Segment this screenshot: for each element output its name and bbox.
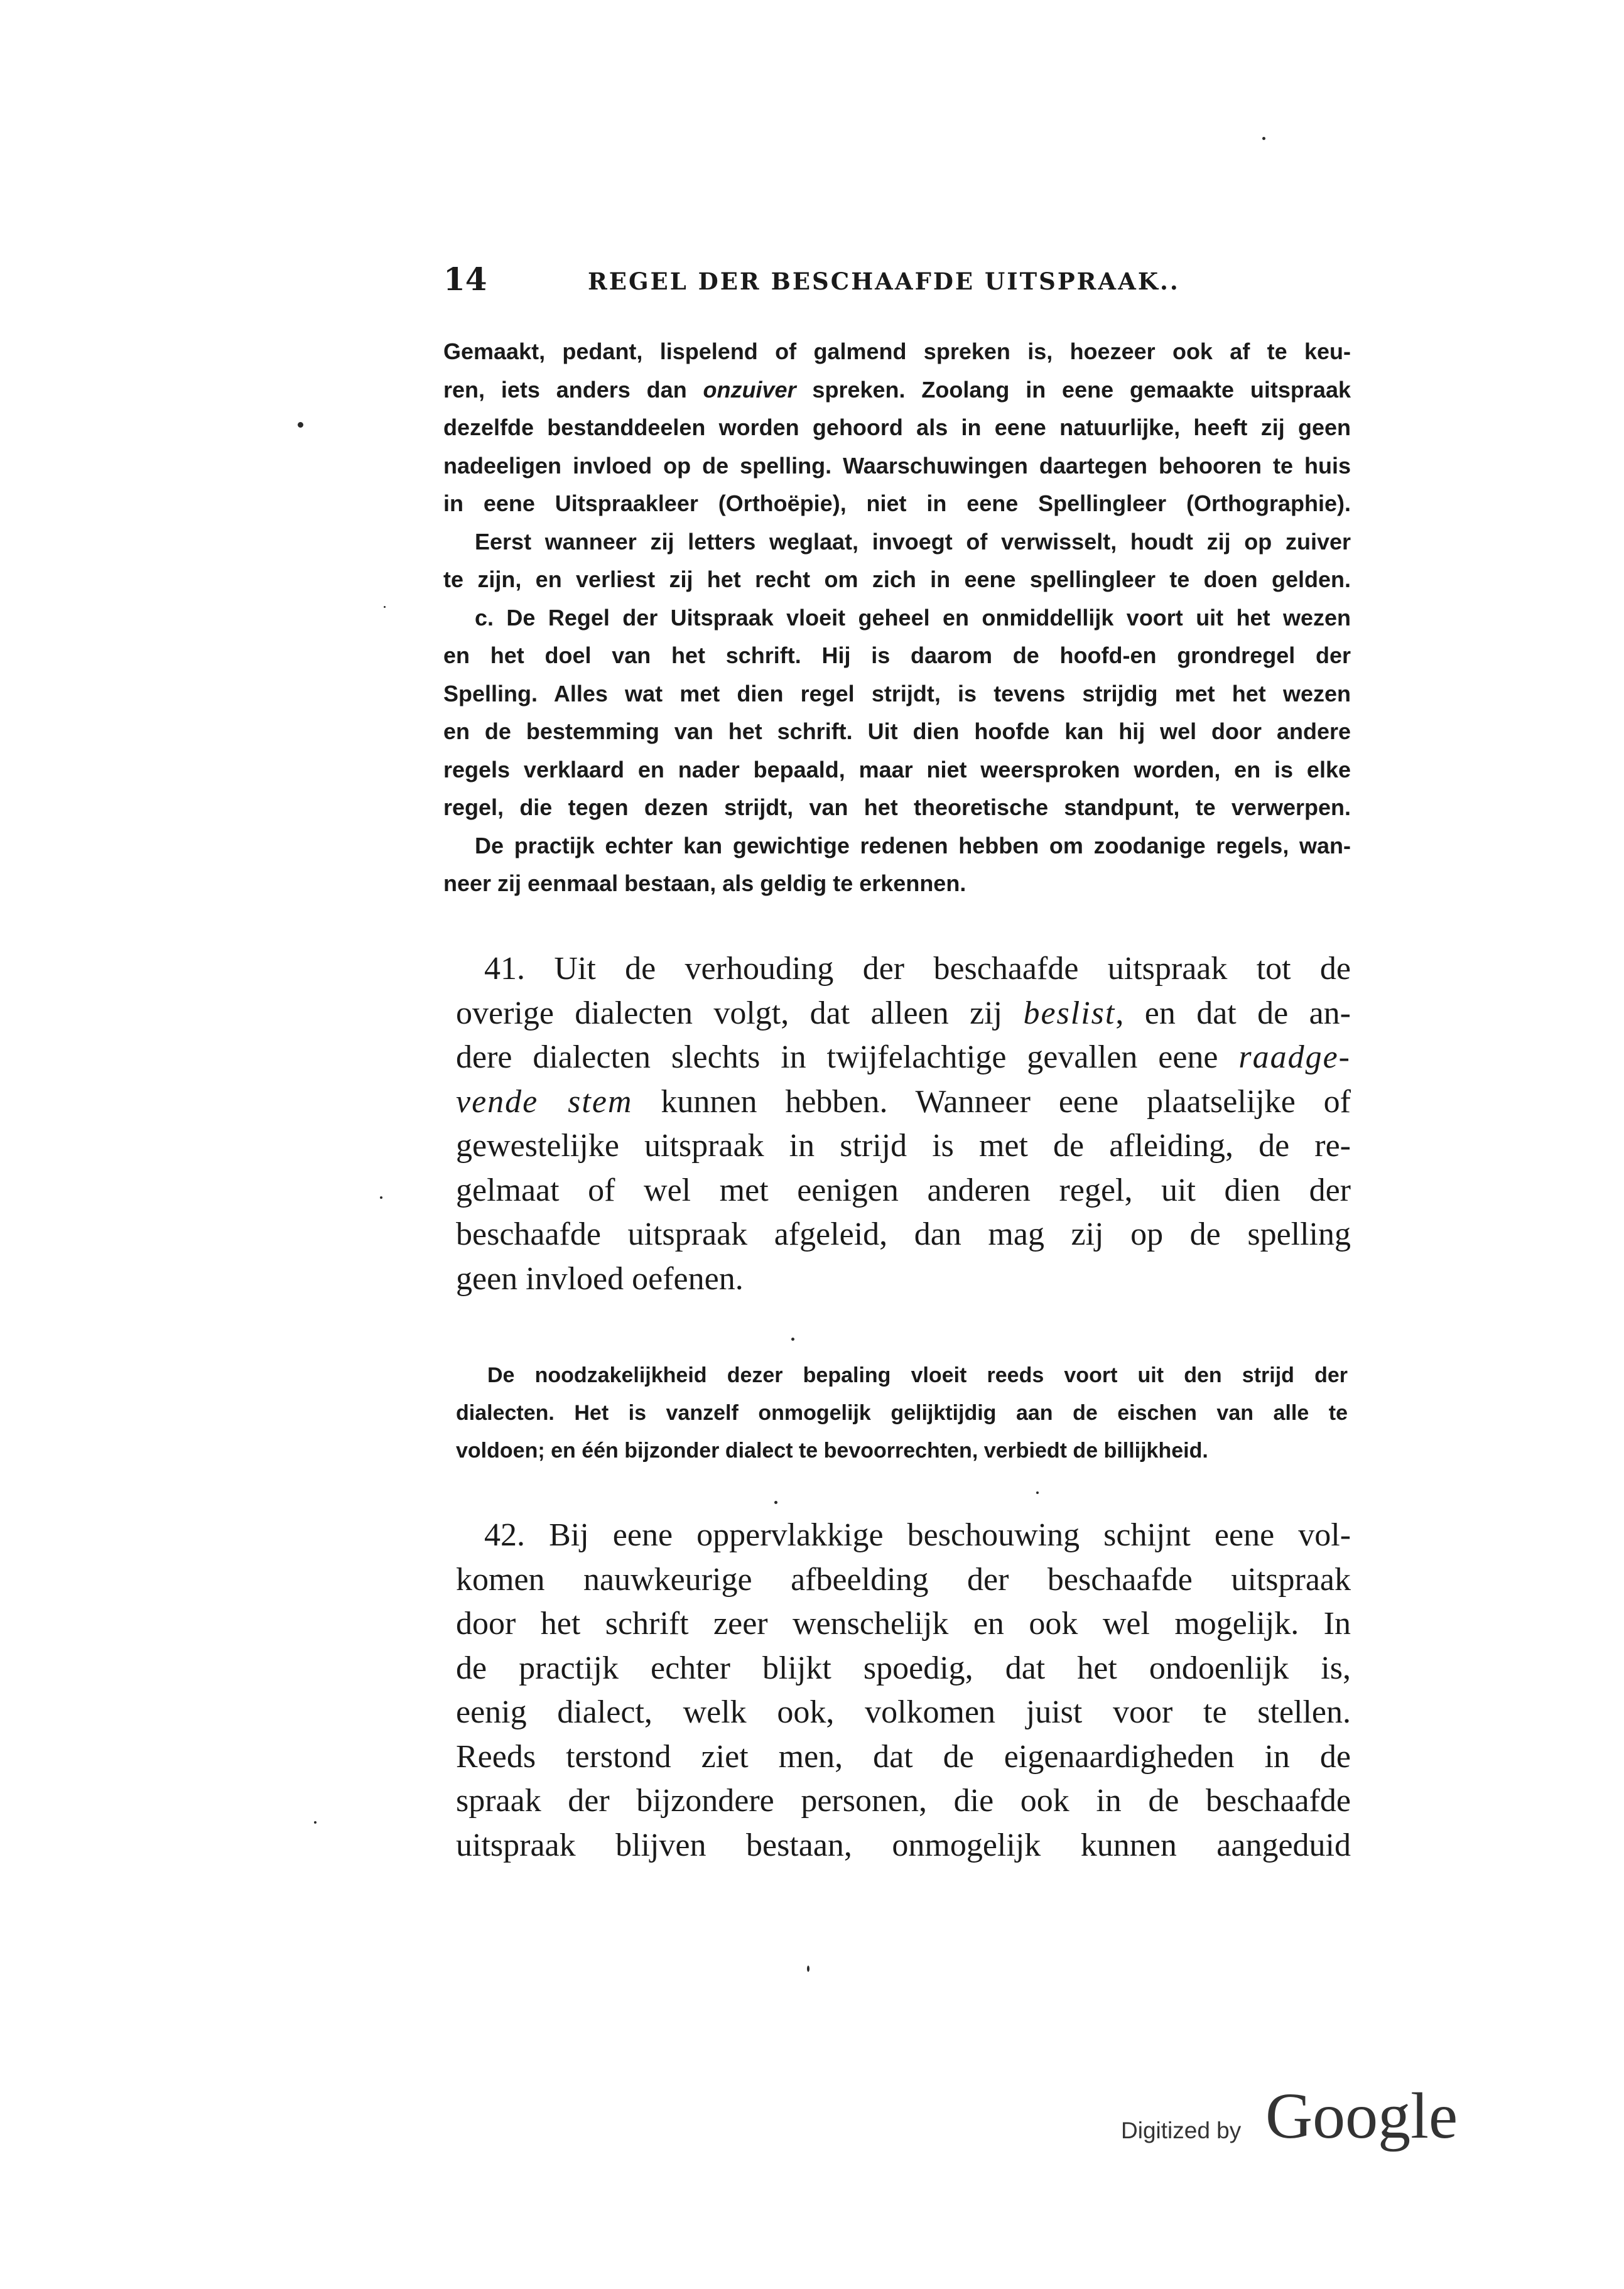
google-logo: Google bbox=[1265, 2080, 1458, 2152]
text-line: en de bestemming van het schrift. Uit dien hoofde kan hij wel door andere bbox=[443, 718, 1351, 744]
text-line bbox=[456, 947, 1351, 992]
scan-speck bbox=[384, 606, 386, 608]
text-fragment: spreken. Zoolang in eene gemaakte uitspraak bbox=[796, 376, 1351, 403]
digitized-watermark bbox=[1121, 2080, 1473, 2154]
text-line: gewestelijke uitspraak in strijd is met de afleiding, de re- bbox=[456, 1128, 1351, 1164]
text-fragment: kunnen hebben. Wanneer eene plaatselijke of bbox=[632, 1083, 1351, 1120]
text-line: door het schrift zeer wenschelijk en ook wel mogelijk. In bbox=[456, 1606, 1351, 1642]
running-head: REGEL DER BESCHAAFDE UITSPRAAK.. bbox=[588, 268, 1180, 295]
text-line: De noodzakelijkheid dezer bepaling vloeit reeds voort uit den strijd der bbox=[487, 1363, 1348, 1387]
text-line: komen nauwkeurige afbeelding der beschaafde uitspraak bbox=[456, 1561, 1351, 1598]
text-fragment: dere dialecten slechts in twijfelachtige gevallen eene bbox=[456, 1039, 1239, 1075]
text-line: uitspraak blijven bestaan, onmogelijk kunnen aangeduid bbox=[456, 1827, 1351, 1863]
section-number: 41. bbox=[484, 951, 525, 987]
scan-speck bbox=[774, 1501, 777, 1504]
text-line: Eerst wanneer zij letters weglaat, invoegt of verwisselt, houdt zij op zuiver bbox=[475, 528, 1351, 555]
text-line: de practijk echter blijkt spoedig, dat het ondoenlijk is, bbox=[456, 1650, 1351, 1686]
text-line: c. De Regel der Uitspraak vloeit geheel en onmiddellijk voort uit het wezen bbox=[475, 604, 1351, 630]
text-line: voldoen; en één bijzonder dialect te bevoorrechten, verbiedt de billijkheid. bbox=[456, 1439, 1208, 1463]
text-line bbox=[456, 992, 1351, 1036]
text-line: spraak der bijzondere personen, die ook in de beschaafde bbox=[456, 1783, 1351, 1819]
text-fragment: overige dialecten volgt, dat alleen zij bbox=[456, 995, 1024, 1031]
scan-speck bbox=[298, 422, 303, 428]
scan-speck bbox=[314, 1821, 317, 1824]
text-line bbox=[456, 1080, 1351, 1125]
text-line: en het doel van het schrift. Hij is daarom de hoofd-en grondregel der bbox=[443, 642, 1351, 668]
text-line: Gemaakt, pedant, lispelend of galmend spreken is, hoezeer ook af te keu- bbox=[443, 338, 1351, 364]
text-line bbox=[456, 1036, 1351, 1080]
text-line: geen invloed oefenen. bbox=[456, 1260, 744, 1297]
footnote-block-1 bbox=[443, 333, 1351, 903]
text-line: Reeds terstond ziet men, dat de eigenaardigheden in de bbox=[456, 1738, 1351, 1775]
text-line: Spelling. Alles wat met dien regel strijdt, is tevens strijdig met het wezen bbox=[443, 680, 1351, 706]
section-number: 42. bbox=[484, 1517, 525, 1553]
text-line: in eene Uitspraakleer (Orthoëpie), niet in eene Spellingleer (Orthographie). bbox=[443, 490, 1351, 516]
text-line: dezelfde bestanddeelen worden gehoord als in eene natuurlijke, heeft zij geen bbox=[443, 414, 1351, 440]
text-line bbox=[443, 371, 1351, 409]
text-fragment: , en dat de an- bbox=[1115, 995, 1351, 1031]
text-fragment: Uit de verhouding der beschaafde uitspraak tot de bbox=[554, 951, 1351, 987]
emphasis-vende-stem: vende stem bbox=[456, 1083, 633, 1120]
scan-speck bbox=[380, 1196, 382, 1199]
section-42 bbox=[456, 1513, 1351, 1868]
text-line: De practijk echter kan gewichtige redenen hebben om zoodanige regels, wan- bbox=[475, 832, 1351, 858]
page-number: 14 bbox=[443, 261, 487, 298]
text-line: beschaafde uitspraak afgeleid, dan mag zij op de spelling bbox=[456, 1216, 1351, 1252]
scan-speck bbox=[1036, 1491, 1039, 1494]
text-line: regel, die tegen dezen strijdt, van het theoretische standpunt, te verwerpen. bbox=[443, 794, 1351, 820]
emphasis-raadge: raadge- bbox=[1238, 1039, 1351, 1075]
text-line: eenig dialect, welk ook, volkomen juist voor te stellen. bbox=[456, 1694, 1351, 1730]
scan-speck bbox=[1262, 137, 1265, 140]
text-line: dialecten. Het is vanzelf onmogelijk gelijktijdig aan de eischen van alle te bbox=[456, 1401, 1348, 1425]
section-41 bbox=[456, 947, 1351, 1301]
text-line: gelmaat of wel met eenigen anderen regel, uit dien der bbox=[456, 1172, 1351, 1208]
watermark-prefix: Digitized by bbox=[1121, 2118, 1242, 2143]
scan-speck bbox=[791, 1338, 794, 1341]
text-fragment: Bij eene oppervlakkige beschouwing schijnt eene vol- bbox=[549, 1517, 1351, 1553]
emphasis-beslist: beslist bbox=[1023, 995, 1116, 1031]
scan-speck bbox=[807, 1966, 809, 1972]
text-fragment: ren, iets anders dan bbox=[443, 376, 703, 403]
text-line: regels verklaard en nader bepaald, maar niet weersproken worden, en is elke bbox=[443, 756, 1351, 782]
footnote-block-2 bbox=[456, 1356, 1348, 1469]
text-line bbox=[456, 1513, 1351, 1558]
text-line: te zijn, en verliest zij het recht om zich in eene spellingleer te doen gelden. bbox=[443, 566, 1351, 592]
text-line: nadeeligen invloed op de spelling. Waarschuwingen daartegen behooren te huis bbox=[443, 452, 1351, 479]
emphasis-onzuiver: onzuiver bbox=[703, 376, 796, 403]
page-header bbox=[443, 257, 1354, 301]
text-line: neer zij eenmaal bestaan, als geldig te erkennen. bbox=[443, 870, 966, 896]
